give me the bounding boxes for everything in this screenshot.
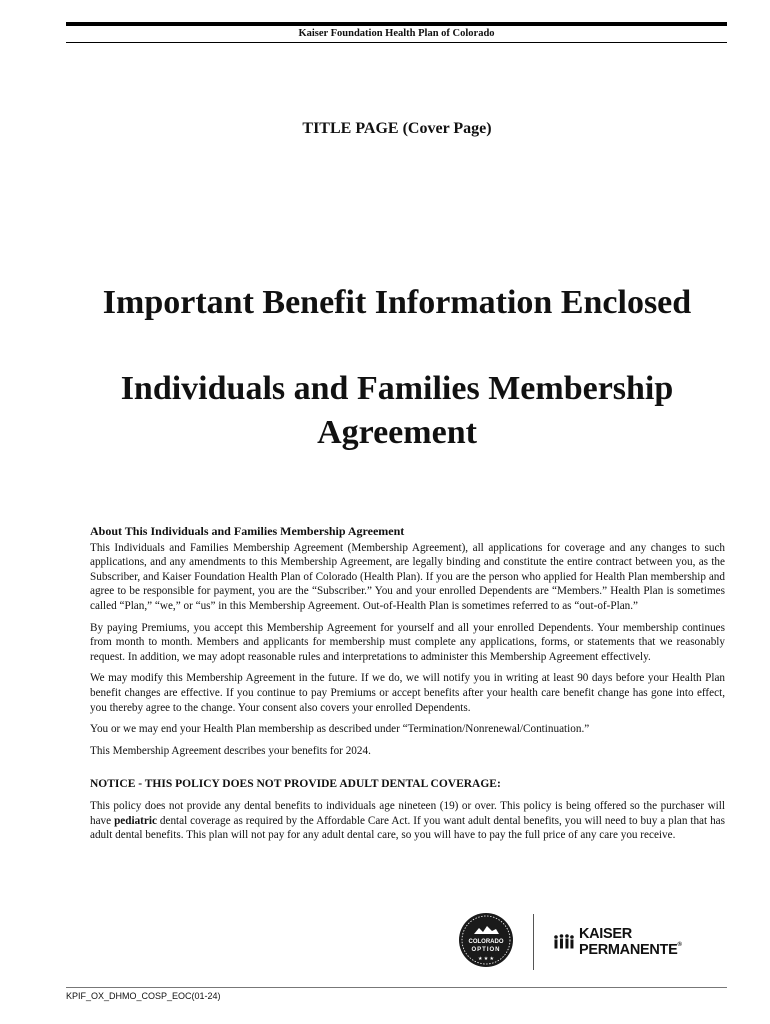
kaiser-people-icon <box>553 933 575 951</box>
notice-text-start: This policy does not provide any dental benefits to individuals age nineteen (19) or over. This policy is being offered so the purchaser will have <box>90 799 725 827</box>
logo-divider <box>533 914 534 970</box>
header-bottom-rule <box>66 42 727 43</box>
footer-rule <box>66 987 727 988</box>
header-org-name: Kaiser Foundation Health Plan of Colorado <box>298 28 495 39</box>
notice-paragraph <box>90 799 725 843</box>
kaiser-permanente-wordmark <box>579 926 738 958</box>
kaiser-permanente-logo <box>553 926 738 958</box>
svg-text:★ ★ ★: ★ ★ ★ <box>478 957 494 962</box>
about-paragraph-1: This Individuals and Families Membership Agreement (Membership Agreement), all applications for coverage and any changes to such applications, and any amendments to this Membership Agreement, are legally binding and constitute the entire contract between you, as the Subscriber, and Kaiser Foundation Health Plan of Colorado (Health Plan). If you are the person who applied for Health Plan membership and agree to be responsible for payment, you are the “Subscriber.” You and your enrolled Dependents are “Members.” Health Plan is sometimes called “Plan,” “we,” or “us” in this Membership Agreement. Out-of-Health Plan is sometimes referred to as “out-of-Plan.” <box>90 541 725 612</box>
badge-bottom-text: OPTION <box>471 947 501 953</box>
brand-name: KAISER PERMANENTE <box>578 926 678 958</box>
notice-heading: NOTICE - THIS POLICY DOES NOT PROVIDE ADULT DENTAL COVERAGE: <box>90 778 501 791</box>
logo-strip <box>458 910 738 972</box>
about-heading: About This Individuals and Families Membership Agreement <box>90 524 405 538</box>
badge-top-text: COLORADO <box>468 939 504 945</box>
about-paragraph-5: This Membership Agreement describes your benefits for 2024. <box>90 744 371 757</box>
header-top-rule <box>66 22 727 26</box>
notice-text-bold: pediatric <box>114 814 157 827</box>
notice-text-end: dental coverage as required by the Affordable Care Act. If you want adult dental benefits, you will need to buy a plan that has adult dental benefits. This plan will not pay for any adult dental care, so you will have to pay the full price of any care you receive. <box>90 814 725 842</box>
about-paragraph-4: You or we may end your Health Plan membership as described under “Termination/Nonrenewal/Continuation.” <box>90 723 590 736</box>
footer-document-code: KPIF_OX_DHMO_COSP_EOC(01-24) <box>66 991 221 1001</box>
about-paragraph-3: We may modify this Membership Agreement in the future. If we do, we will notify you in writing at least 90 days before your Health Plan benefit changes are effective. If you continue to pay Premiums or accept benefits after your health care benefit change has gone into effect, you thereby agree to the change. Your consent also covers your enrolled Dependents. <box>90 672 725 714</box>
brand-registered-mark: ® <box>677 942 682 948</box>
cover-page-label: TITLE PAGE (Cover Page) <box>302 120 492 137</box>
primary-title: Important Benefit Information Enclosed <box>102 284 692 321</box>
secondary-title: Individuals and Families Membership Agreement <box>120 370 674 451</box>
colorado-option-badge-icon <box>458 912 514 968</box>
about-paragraph-2: By paying Premiums, you accept this Membership Agreement for yourself and all your enrolled Dependents. Your membership continues from month to month. Members and applicants for membership must complete any applications, forms, or statements that we reasonably request. In addition, we may adopt reasonable rules and interpretations to administer this Membership Agreement effectively. <box>90 621 725 663</box>
document-body <box>90 524 725 850</box>
